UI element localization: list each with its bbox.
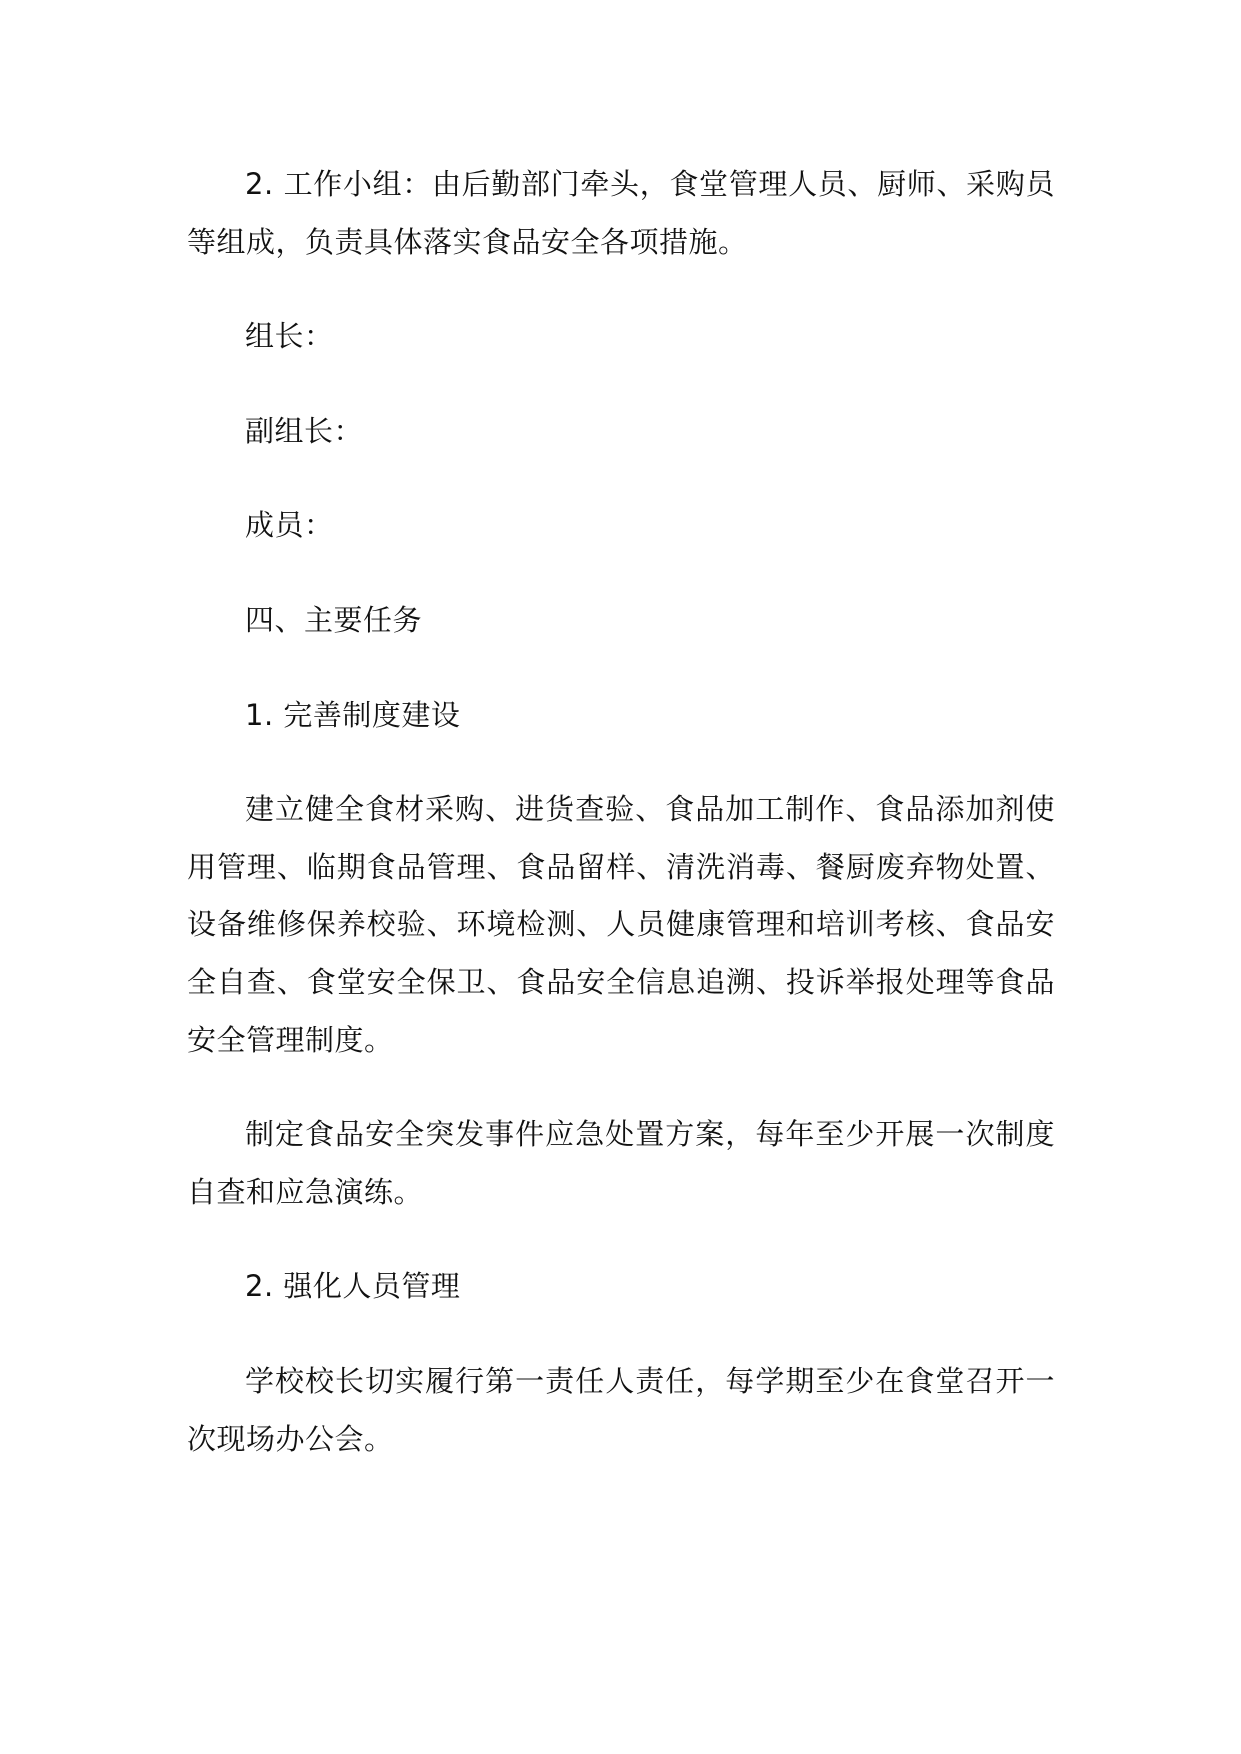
paragraph-emergency-plan: 制定食品安全突发事件应急处置方案，每年至少开展一次制度自查和应急演练。 xyxy=(187,1117,1055,1209)
paragraph-management-systems: 建立健全食材采购、进货查验、食品加工制作、食品添加剂使用管理、临期食品管理、食品留样、清洗消毒、餐厨废弃物处置、设备维修保养校验、环境检测、人员健康管理和培训考核、食品安全自查、食堂安全保卫、食品安全信息追溯、投诉举报处理等食品安全管理制度。 xyxy=(187,792,1055,1057)
subheading-personnel-management: 2. 强化人员管理 xyxy=(245,1269,461,1304)
document-body xyxy=(187,156,1055,1468)
section-heading-main-tasks: 四、主要任务 xyxy=(245,602,423,637)
subheading-system-building: 1. 完善制度建设 xyxy=(245,697,461,732)
paragraph-principal-responsibility: 学校校长切实履行第一责任人责任，每学期至少在食堂召开一次现场办公会。 xyxy=(187,1363,1055,1456)
paragraph-members: 成员： xyxy=(245,508,334,543)
paragraph-deputy-leader: 副组长： xyxy=(245,413,364,448)
paragraph-group-leader: 组长： xyxy=(245,319,334,354)
paragraph-working-group: 2. 工作小组：由后勤部门牵头，食堂管理人员、厨师、采购员等组成，负责具体落实食品安全各项措施。 xyxy=(187,167,1055,259)
